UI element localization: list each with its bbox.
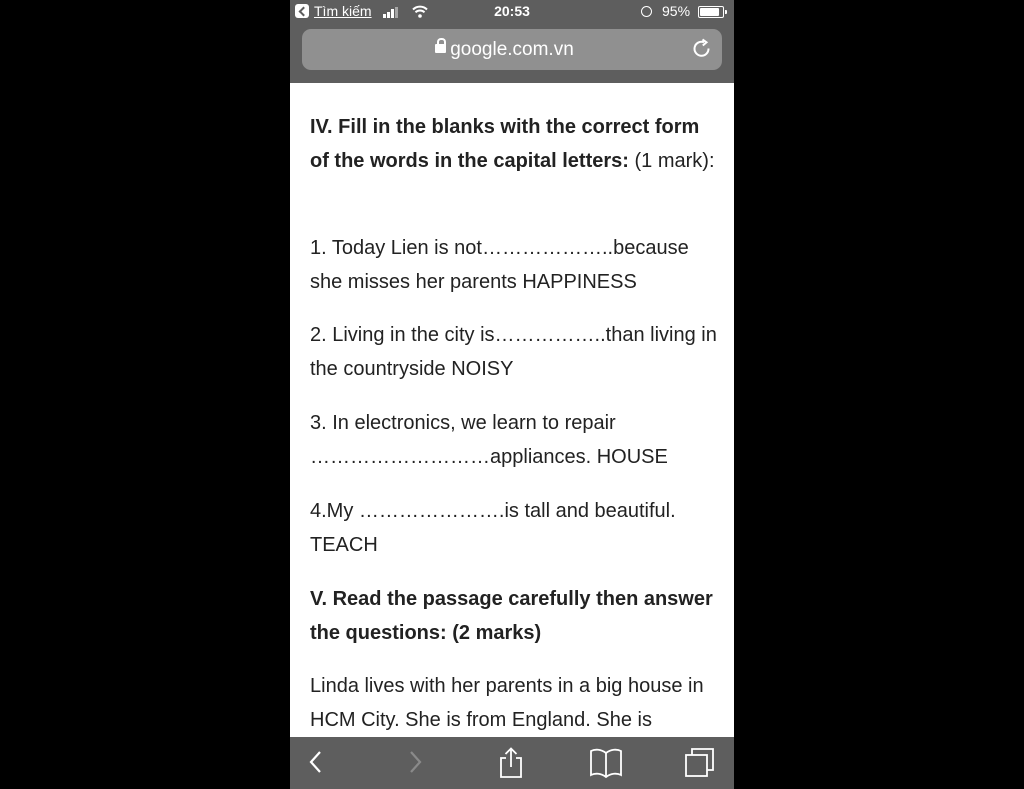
phone-screen: [290, 0, 734, 789]
chevron-right-icon[interactable]: [407, 747, 423, 777]
question-4: 4.My ………………….is tall and beautiful. TEACH: [310, 500, 676, 556]
back-to-app-label[interactable]: Tìm kiếm: [314, 3, 372, 19]
battery-percent: 95%: [662, 3, 691, 19]
status-time: 20:53: [494, 3, 530, 19]
page-content: [290, 83, 734, 737]
question-3: 3. In electronics, we learn to repair ………………………appliances. HOUSE: [310, 412, 668, 468]
battery-icon: [698, 6, 724, 18]
reload-icon[interactable]: [691, 38, 713, 60]
address-bar[interactable]: [302, 29, 722, 70]
question-1: 1. Today Lien is not………………..because she misses her parents HAPPINESS: [310, 237, 689, 293]
share-icon[interactable]: [497, 747, 525, 779]
section-iv-marks: (1 mark):: [628, 150, 715, 172]
browser-toolbar: [290, 737, 734, 789]
bookmarks-icon[interactable]: [589, 747, 623, 779]
section-iv-heading: [310, 110, 720, 178]
status-bar: [290, 0, 734, 24]
section-v-heading: V. Read the passage carefully then answer the questions: (2 marks): [310, 588, 713, 644]
passage-text: Linda lives with her parents in a big house in HCM City. She is from England. She is: [310, 675, 704, 731]
url-text[interactable]: google.com.vn: [450, 39, 574, 60]
chevron-left-icon[interactable]: [308, 747, 324, 777]
question-2: 2. Living in the city is……………..than living in the countryside NOISY: [310, 324, 717, 380]
tabs-icon[interactable]: [684, 747, 716, 779]
section-iv-title: IV. Fill in the blanks with the correct form of the words in the capital letters:: [310, 116, 700, 172]
rotation-lock-icon: [641, 6, 652, 17]
